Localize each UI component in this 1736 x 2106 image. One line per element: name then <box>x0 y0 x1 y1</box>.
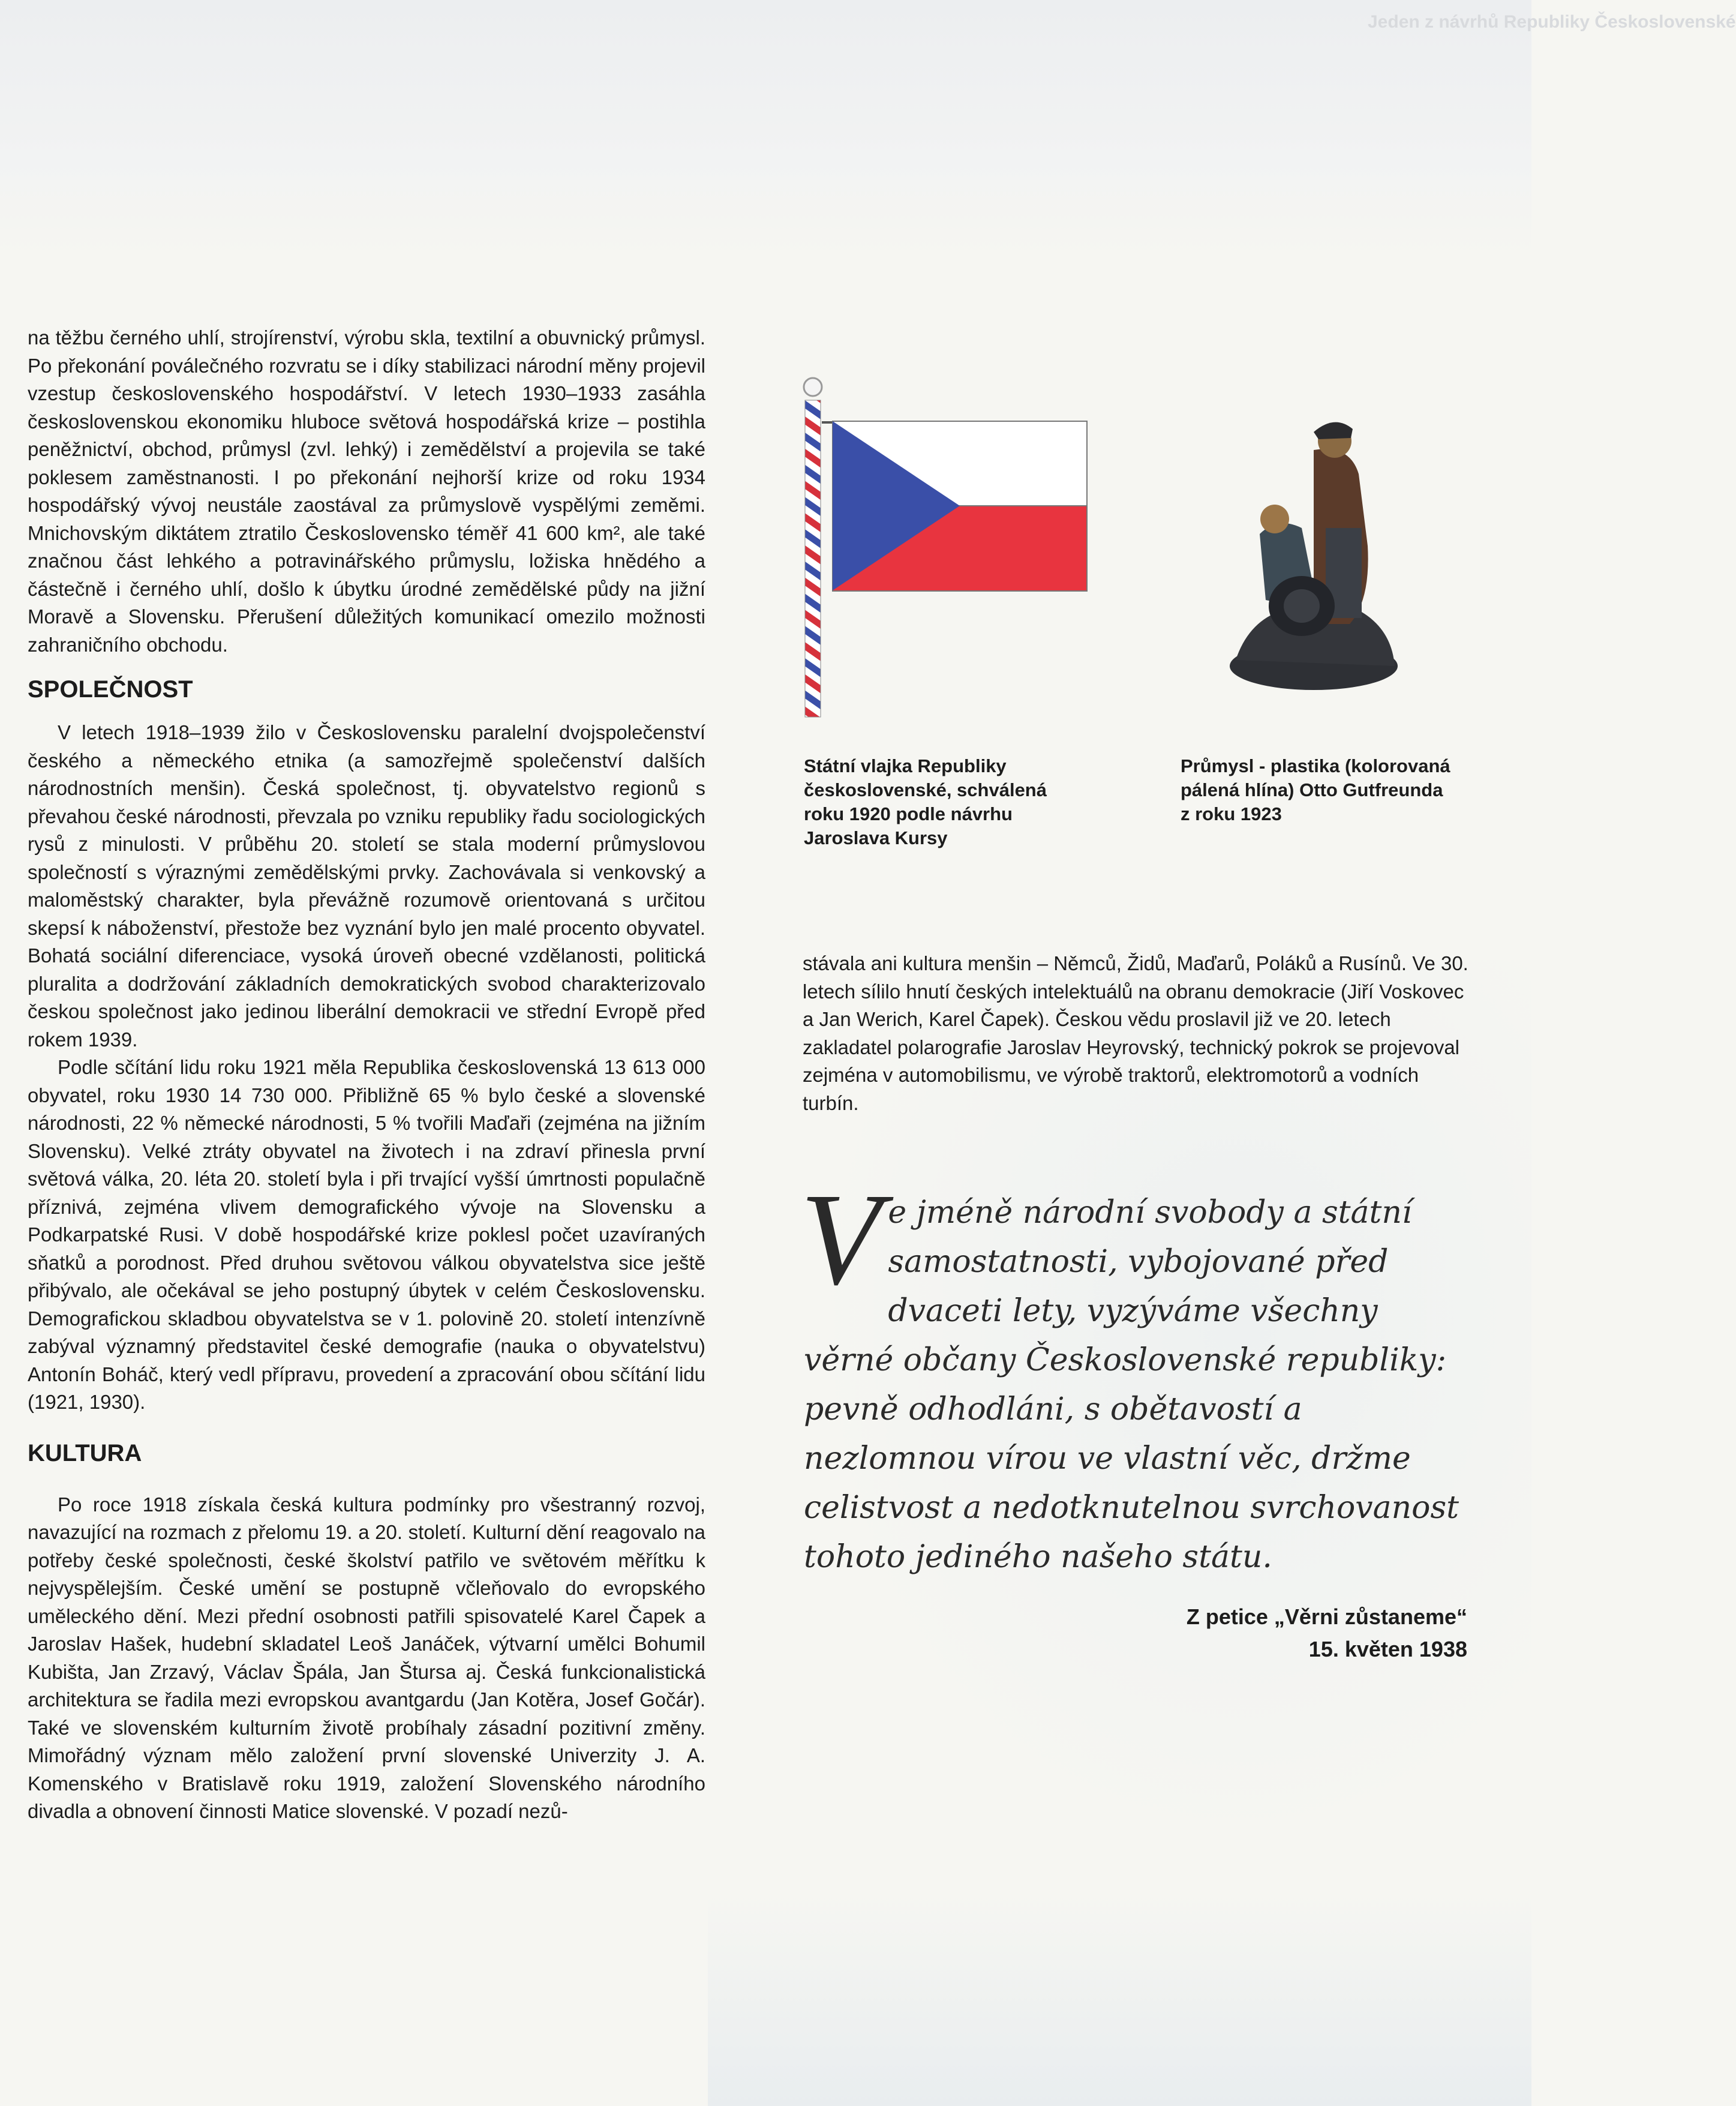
economy-paragraph: na těžbu černého uhlí, strojírenství, výrobu skla, textilní a obuvnický průmysl. Po překonání poválečného rozvratu se i díky stabilizaci národní měny projevil vzestup československého hospodářství. V letech 1930–1933 zasáhla československou ekonomiku hluboce světová hospodářská krize – postihla peněžnictví, obchod, průmysl (zvl. lehký) i zemědělství a projevila se také poklesem zaměstnanosti. I po překonání nejhorší krize od roku 1934 hospodářský vývoj neustále zaostával za průmyslově vyspělými zeměmi. Mnichovským diktátem ztratilo Československo téměř 41 600 km², ale také značnou část lehkého a potravinářského průmyslu, ložiska hnědého a částečně i černého uhlí, došlo k úbytku úrodné zemědělské půdy na jižní Moravě a Slovensku. Přerušení důležitých komunikací omezilo možnosti zahraničního obchodu. <box>28 326 705 656</box>
quote-text: e jméně národní svobody a státní samostatnosti, vybojované před dvaceti lety, vyzýváme všechny věrné občany Československé republiky: pevně odhodláni, s obětavostí a nezlomnou vírou ve vlastní věc, držme celistvost a nedotknutelnou svrchovanost tohoto jediného našeho státu. <box>804 1195 1459 1575</box>
flag-caption-line: československé, schválená <box>804 779 1047 800</box>
heading-society: SPOLEČNOST <box>28 676 193 703</box>
flag-caption-line: Jaroslava Kursy <box>804 827 948 848</box>
sculpture-caption-line: pálená hlína) Otto Gutfreunda <box>1181 779 1443 800</box>
czechoslovak-flag-figure <box>792 375 1092 717</box>
quote-source-line-2: 15. květen 1938 <box>1308 1637 1467 1661</box>
sculpture-caption-line: z roku 1923 <box>1181 803 1282 824</box>
flag-pole <box>805 400 821 717</box>
left-column <box>28 324 705 1826</box>
petition-quote <box>800 1166 1476 1582</box>
quote-source <box>1187 1601 1467 1666</box>
heading-culture: KULTURA <box>28 1439 142 1466</box>
flag-cloth <box>833 421 1087 591</box>
society-paragraph-1: V letech 1918–1939 žilo v Československu paralelní dvojspolečenství českého a německého etnika (a samozřejmě společenství dalších národnostních menšin). Česká společnost, tj. obyvatelstvo regionů s převahou české národnosti, převzala po vzniku republiky řadu sociologických rysů z minulosti. V průběhu 20. století se stala moderní průmyslovou společností s výraznými zemědělskými prvky. Zachovávala si venkovský a maloměstský charakter, byla převážně rozumově orientovaná s určitou skepsí k náboženství, přestože bez vyznání bylo jen malé procento obyvatel. Bohatá sociální diferenciace, vysoká úroveň obecné vzdělanosti, politická pluralita a dodržování základních demokratických svobod charakterizovalo českou společnost jako jedinou liberální demokracii ve střední Evropě před rokem 1939. <box>28 721 705 1051</box>
culture-continuation-paragraph: stávala ani kultura menšin – Němců, Židů, Maďarů, Poláků a Rusínů. Ve 30. letech sílilo hnutí českých intelektuálů na obranu demokracie (Jiří Voskovec a Jan Werich, Karel Čapek). Českou vědu proslavil již ve 20. letech zakladatel polarografie Jaroslav Heyrovský, technický pokrok se projevoval zejména v automobilismu, ve výrobě traktorů, elektromotorů a vodních turbín. <box>803 952 1468 1114</box>
flag-pole-finial <box>804 378 822 396</box>
ghost-header-text: Jeden z návrhů Republiky Československé <box>1368 12 1736 32</box>
sculpture-caption <box>1181 754 1450 826</box>
sculpture-caption-line: Průmysl - plastika (kolorovaná <box>1181 755 1450 776</box>
background-map-faded <box>0 0 1531 264</box>
society-paragraph-2: Podle sčítání lidu roku 1921 měla Republika československá 13 613 000 obyvatel, roku 1930 14 730 000. Přibližně 65 % bylo české a slovenské národnosti, 22 % německé národnosti, 5 % tvořili Maďaři (zejména na jižním Slovensku). Velké ztráty obyvatel na životech i na zdraví přinesla první světová válka, 20. léta 20. století byla i při trvající vyšší úmrtnosti populačně příznivá, zejména vlivem demografického vývoje na Slovensku a Podkarpatské Rusi. V době hospodářské krize poklesl počet uzavíraných sňatků a porodnost. Před druhou světovou válkou obyvatelstva sice ještě přibývalo, ale očekával se jeho postupný úbytek v celém Československu. Demografickou skladbou obyvatelstva se v 1. polovině 20. století intenzívně zabýval významný představitel české demografie (nauka o obyvatelstvu) Antonín Boháč, který vedl přípravu, provedení a zpracování obou sčítání lidu (1921, 1930). <box>28 1056 705 1413</box>
background-map-bottom <box>708 1890 1531 2106</box>
flag-caption-line: Státní vlajka Republiky <box>804 755 1007 776</box>
right-column <box>803 950 1468 1117</box>
quote-source-line-1: Z petice „Věrni zůstaneme“ <box>1186 1604 1467 1629</box>
quote-initial: V <box>800 1166 881 1312</box>
flag-caption <box>804 754 1047 850</box>
sculpture-industry-figure <box>1224 408 1404 696</box>
culture-paragraph: Po roce 1918 získala česká kultura podmínky pro všestranný rozvoj, navazující na rozmach z přelomu 19. a 20. století. Kulturní dění reagovalo na potřeby české společnosti, české školství patřilo ve světovém měřítku k nejvyspělejším. České umění se postupně včleňovalo do evropského uměleckého dění. Mezi přední osobnosti patřili spisovatelé Karel Čapek a Jaroslav Hašek, hudební skladatel Leoš Janáček, výtvarní umělci Bohumil Kubišta, Jan Zrzavý, Václav Špála, Jan Štursa aj. Česká funkcionalistická architektura se řadila mezi evropskou avantgardu (Jan Kotěra, Josef Gočár). Také ve slovenském kulturním životě probíhaly zásadní pozitivní změny. Mimořádný význam mělo založení první slovenské Univerzity J. A. Komenského v Bratislavě roku 1919, založení Slovenského národního divadla a obnovení činnosti Matice slovenské. V pozadí nezů- <box>28 1493 705 1822</box>
flag-caption-line: roku 1920 podle návrhu <box>804 803 1013 824</box>
